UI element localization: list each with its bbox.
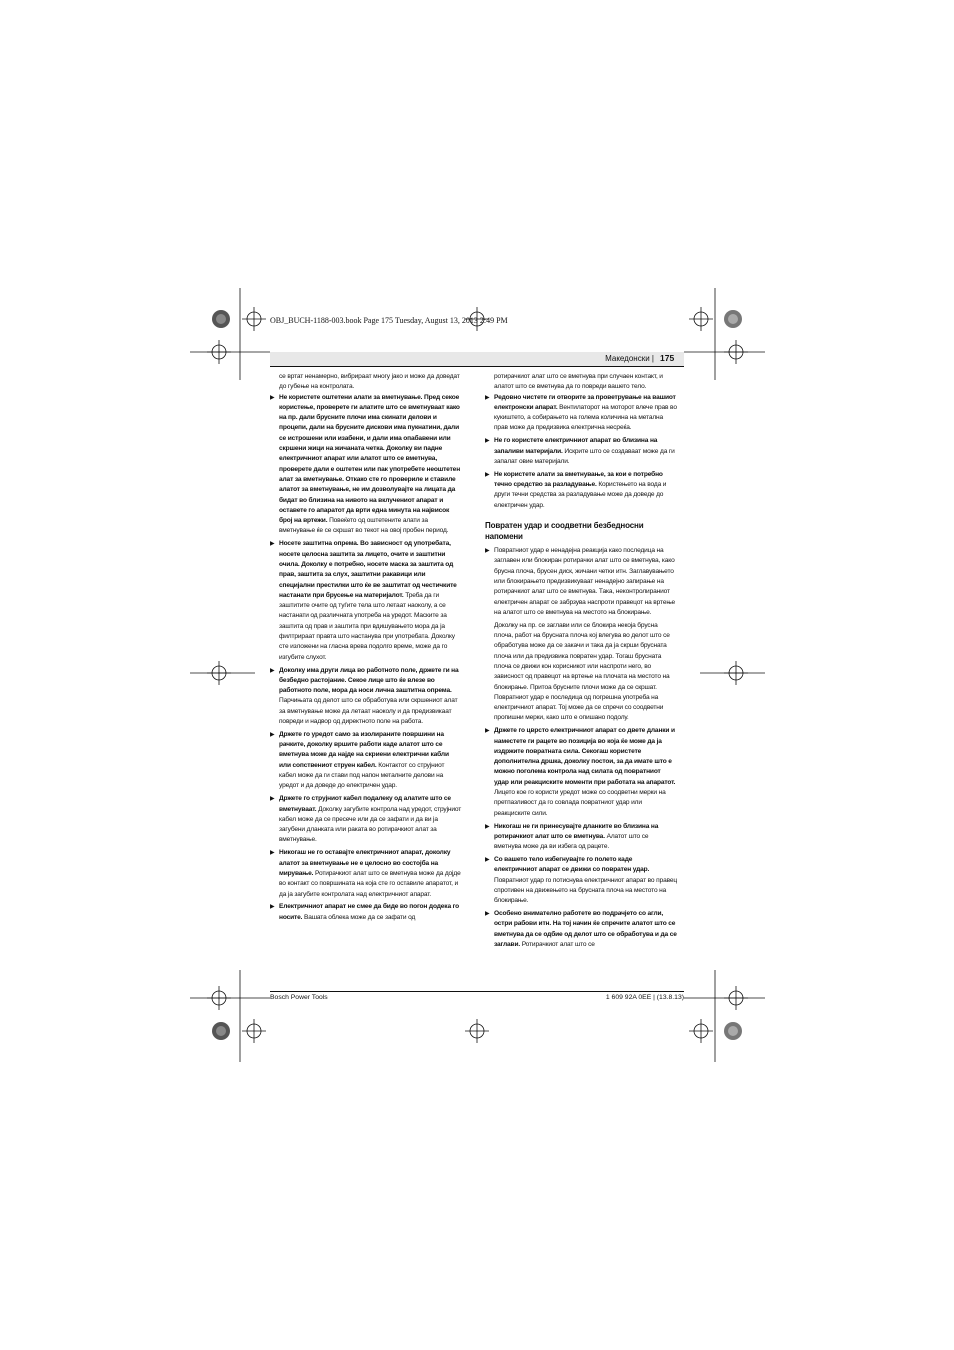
header-rule [270, 366, 684, 367]
triangle-bullet-icon: ▶ [485, 857, 490, 864]
triangle-bullet-icon: ▶ [485, 548, 490, 555]
section-heading: Повратен удар и соодветни безбедносни напомени [485, 521, 644, 541]
triangle-bullet-icon: ▶ [270, 541, 275, 548]
triangle-bullet-icon: ▶ [270, 796, 275, 803]
list-item: ▶ Никогаш не го оставајте електричниот апарат, доколку алатот за вметнување не е целосно во состојба на мирување. Ротирачкиот алат што се вметнува може да дојде во контакт со површината на која сте го оставиле апаратот, и да ја загубите контролата над електричниот апарат. [270, 849, 461, 898]
list-item: ▶ Никогаш не ги принесувајте дланките во близина на ротирачкиот алат што се вметнува. Алатот што се вметнува може да ви избега од рацете. [485, 822, 659, 851]
triangle-bullet-icon: ▶ [270, 850, 275, 857]
list-item: ▶ Не користете алати за вметнување, за кои е потребно течно средство за разладување. Користењето на вода и други течни средства за разладување може да доведе до електричен удар. [485, 470, 667, 509]
left-intro: се вртат ненамерно, вибрираат многу јако и може да доведат до губење на контролата. [279, 373, 460, 391]
list-item: ▶ Електричниот апарат не смее да биде во погон додека го носите. Вашата облека може да се зафати од [270, 903, 460, 921]
list-item: ▶ Носете заштитна опрема. Во зависност од употребата, носете целосна заштита за лицето, очите и заштитни очила. Доколку е потребно, носете маска за заштита од прав, заштита за слух, заштитни ракавици или специјални престилки што ќе ве заштитат од честичките настанати при брусење на материјалот. Треба да ги заштитите очите од туѓите тела што летаат наоколу, а се настанати од различната употреба на уредот. Маските за заштита од прав и заштита при вдишувањето мора да ја филтрираат правта што настанува при употребата. Доколку сте изложени на гласна врева подолго време, може да го изгубите слухот. [270, 540, 457, 661]
page-number: 175 [660, 353, 675, 363]
list-item: ▶ Не го користете електричниот апарат во близина на запаливи материјали. Искрите што се создаваат може да ги запалат овие материјали. [485, 437, 675, 465]
list-item: ▶ Особено внимателно работете во подрачјето со агли, остри рабови итн. На тој начин ќе спречите алатот што се вметнува да се одбие од делот што се обработува и да се заглави. Ротирачкиот алат што се [485, 910, 677, 948]
triangle-bullet-icon: ▶ [485, 394, 490, 401]
list-item: ▶ Со вашето тело избегнувајте го полето каде електричниот апарат се движи со повратен удар. Повратниот удар го потиснува електричниот апарат во правец спротивен на движењето на брусната плоча на местото на блокирање. [485, 856, 678, 905]
kickback-paragraph: Доколку на пр. се заглави или се блокира некоја брусна плоча, работ на брусната плоча кој влегува во делот што се обработува може да се закачи и така да ја скрши брусната плоча или да предизвика повратен удар. Тогаш брусната плоча се движи кон корисникот или наспроти него, во зависност од правецот на вртење на плочата на местото на блокирање. Притоа брусните плочи може да се скршат. [494, 621, 670, 691]
footer-brand: Bosch Power Tools [270, 994, 328, 1001]
list-item: ▶ Држете го цврсто електричниот апарат со двете дланки и наместете ги рацете во позиција во која ќе може да ја издржите повратната сила. Секогаш користете дополнителна дршка, доколку постои, за да имате што е можно поголема контрола над силата од повратниот удар или реакциските моменти при работата на апаратот. Лицето кое го користи уредот може со соодветни мерки на претпазливост да го совлада повратниот удар или реакциските сили. [485, 727, 676, 817]
list-item: ▶ Држете го струјниот кабел подалеку од алатите што се вметнуваат. Доколку загубите контрола над уредот, струјниот кабел може да се пресече или да се зафати и да ви ја загубени дланката или раката во ротирачкиот алат за вметнување. [270, 795, 462, 844]
kickback-paragraph: Повратниот удар е последица од погрешна употреба на електричниот апарат. Тој може да се спречи со соодветни пропишни мерки, како што е опишано подолу. [494, 693, 664, 722]
triangle-bullet-icon: ▶ [270, 667, 275, 674]
right-intro: ротирачкиот алат што се вметнува при случаен контакт, и алатот што се вметнува да го повреди вашето тело. [494, 373, 663, 391]
footer-doc-number: 1 609 92A 0EE | (13.8.13) [605, 994, 684, 1001]
triangle-bullet-icon: ▶ [270, 904, 275, 911]
triangle-bullet-icon: ▶ [485, 823, 490, 830]
left-column [270, 372, 462, 926]
list-item: ▶ Држете го уредот само за изолираните површини на рачките, доколку вршите работи каде алатот што се вметнува може да најде на скриени електрични кабли или сопствениот струен кабел. Контактот со струјниот кабел може да ги стави под напон металните делови на уредот и да доведе до електричен удар. [270, 730, 449, 790]
triangle-bullet-icon: ▶ [485, 438, 490, 445]
list-item: ▶ Не користете оштетени алати за вметнување. Пред секое користење, проверете ги алатите што се вметнуваат како на пр. дали брусните плочи има скинати делови и процепи, дали на брусните дискови има пукнатини, дали се истрошени или изабени, и дали има опабавени или скршени жици на жичаната четка. Доколку ви падне електричниот апарат или алатот што се вметнува, проверете дали е оштетен или пак употребете неоштетен алат за вметнување. Откако сте го провериле и ставиле алатот за вметнување, не им дозволувајте на лицата да бидат во близина на нивото на вклучениот апарат и оставете го апаратот да врти една минута на највисок број на вртежи. Повеќето од оштетените алати за вметнување ќе се скршат во текот на овој пробен период. [270, 393, 461, 535]
right-column [485, 372, 677, 953]
triangle-bullet-icon: ▶ [270, 394, 275, 401]
list-item: ▶ Редовно чистете ги отворите за проветрување на вашиот електронски апарат. Вентилаторот на моторот влече прав во кукиштето, а собирањето на голема количина на метална прав може да предизвика електрична несреќа. [485, 393, 677, 432]
triangle-bullet-icon: ▶ [485, 471, 490, 478]
triangle-bullet-icon: ▶ [485, 728, 490, 735]
list-item: ▶ Повратниот удар е ненадејна реакција како последица на заглавен или блокиран ротирачки алат што се вметнува, како брусна плоча, брусен диск, жичани четки итн. Заглавувањето или блокирањето предизвикуваат ненадејно запирање на ротирачкиот алат што се вметнува. Така, неконтролираниот електричен апарат се забрзува наспроти правецот на вртење на алатот што се вметнува на местото на блокирање. [485, 547, 676, 616]
header-language: Македонски | [605, 354, 654, 363]
book-slug: OBJ_BUCH-1188-003.book Page 175 Tuesday, August 13, 2013 2:49 PM [270, 316, 508, 325]
triangle-bullet-icon: ▶ [485, 911, 490, 918]
triangle-bullet-icon: ▶ [270, 731, 275, 738]
footer-rule [270, 991, 684, 992]
list-item: ▶ Доколку има други лица во работното поле, држете ги на безбедно растојание. Секое лице што ќе влезе во работното поле, мора да носи лична заштитна опрема. Парчињата од делот што се обработува или скршениот алат за вметнување може да летаат наоколу и да предизвикаат повреди и надвор од директното поле на работа. [270, 666, 459, 725]
